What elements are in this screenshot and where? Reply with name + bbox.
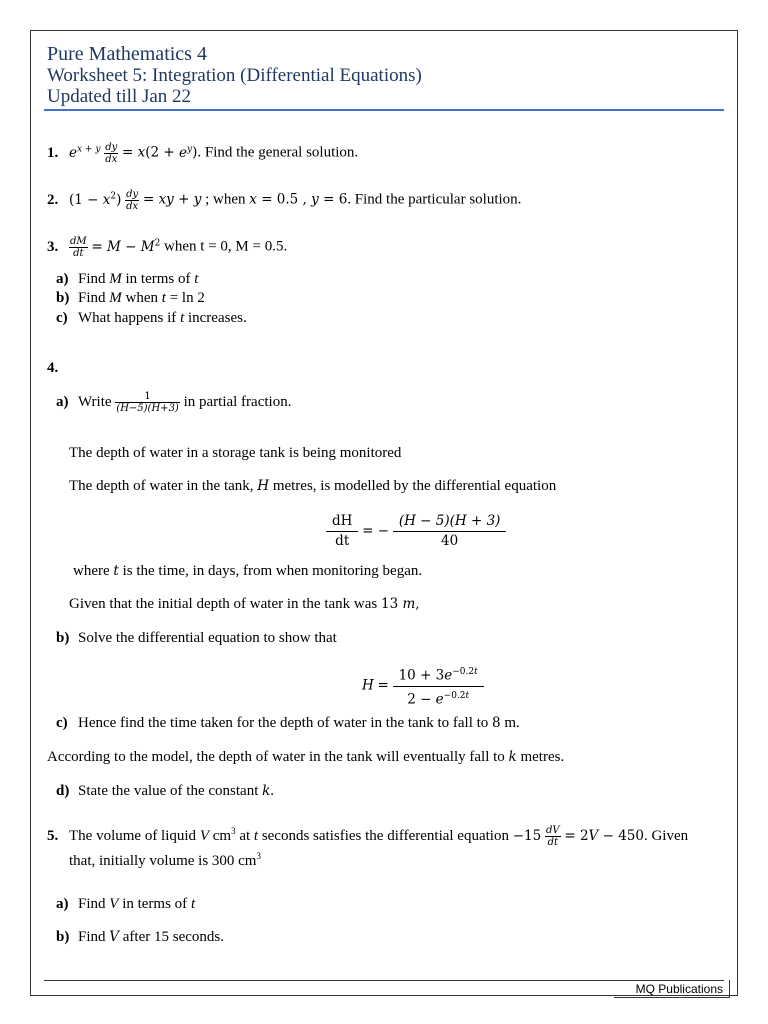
worksheet-updated: Updated till Jan 22: [47, 86, 192, 107]
question-3-number: 3.: [47, 238, 59, 255]
question-3c: c) What happens if t increases.: [56, 310, 247, 326]
question-5-line-2: that, initially volume is 300 $cm^3$: [69, 851, 261, 869]
question-5a: a) Find V in terms of t: [56, 896, 196, 912]
worksheet-course-title: Pure Mathematics 4: [47, 43, 207, 65]
question-1-derivative: $\frac{dy}{dx}$: [105, 141, 118, 165]
question-5b: b) Find V after 15 seconds.: [56, 929, 224, 945]
question-1: 1. $e^{x + y}$ $\frac{dy}{dx}$ = $x(2 + e^y)$. Find the general solution.: [47, 141, 359, 165]
worksheet-subtitle: Worksheet 5: Integration (Differential Equations): [47, 65, 422, 86]
question-2-derivative: $\frac{dy}{dx}$: [126, 188, 139, 212]
question-5: 5. The volume of liquid V $cm^3$ at t seconds satisfies the differential equation −15 $\frac{dV}{dt}$ = 2V − 450. Given: [47, 825, 689, 849]
question-3b: b) Find M when t = ln 2: [56, 290, 205, 306]
header-rule: [44, 109, 724, 111]
question-4-paragraph-4: Given that the initial depth of water in the tank was 13 m,: [69, 596, 420, 612]
question-4d: d) State the value of the constant k.: [56, 783, 275, 799]
footer-publisher: MQ Publications: [614, 980, 730, 998]
question-4-paragraph-5: According to the model, the depth of water in the tank will eventually fall to k metres.: [47, 749, 565, 765]
question-4-paragraph-2: The depth of water in the tank, H metres, is modelled by the differential equation: [69, 478, 557, 494]
partial-fraction-expression: $\frac{1}{(H-5)(H+3)}$: [116, 391, 179, 414]
differential-equation: $\frac{dH}{dt}$ = − $\frac{(H - 5)(H + 3)}{40}$: [326, 512, 506, 551]
question-4-paragraph-3: where t is the time, in days, from when monitoring began.: [73, 563, 423, 579]
question-3-condition: when t = 0, M = 0.5.: [164, 238, 288, 255]
solution-equation: H = $\frac{10 + 3e^{-0.2t}}{2 - e^{-0.2t}}$: [362, 663, 484, 709]
question-4-paragraph-1: The depth of water in a storage tank is being monitored: [69, 445, 402, 461]
question-2-text: . Find the particular solution.: [347, 191, 522, 208]
question-3: 3. $\frac{dM}{dt}$ = $M - M^2$ when t = 0, M = 0.5.: [47, 235, 288, 259]
question-4-number: 4.: [47, 360, 59, 376]
question-5-derivative: $\frac{dV}{dt}$: [545, 825, 560, 849]
question-1-text: . Find the general solution.: [197, 144, 359, 161]
question-4a: a) Write $\frac{1}{(H-5)(H+3)}$ in partial fraction.: [56, 391, 292, 414]
question-1-number: 1.: [47, 144, 59, 161]
question-4c: c) Hence find the time taken for the depth of water in the tank to fall to 8 m.: [56, 715, 520, 731]
question-2: 2. $(1 - x^2)$ $\frac{dy}{dx}$ = xy + y ; when x = 0.5 , y = 6. Find the particular solution.: [47, 188, 522, 212]
question-4b: b) Solve the differential equation to show that: [56, 630, 337, 646]
question-3-derivative: $\frac{dM}{dt}$: [70, 235, 87, 259]
question-3a: a) Find M in terms of t: [56, 271, 199, 287]
question-2-number: 2.: [47, 191, 59, 208]
